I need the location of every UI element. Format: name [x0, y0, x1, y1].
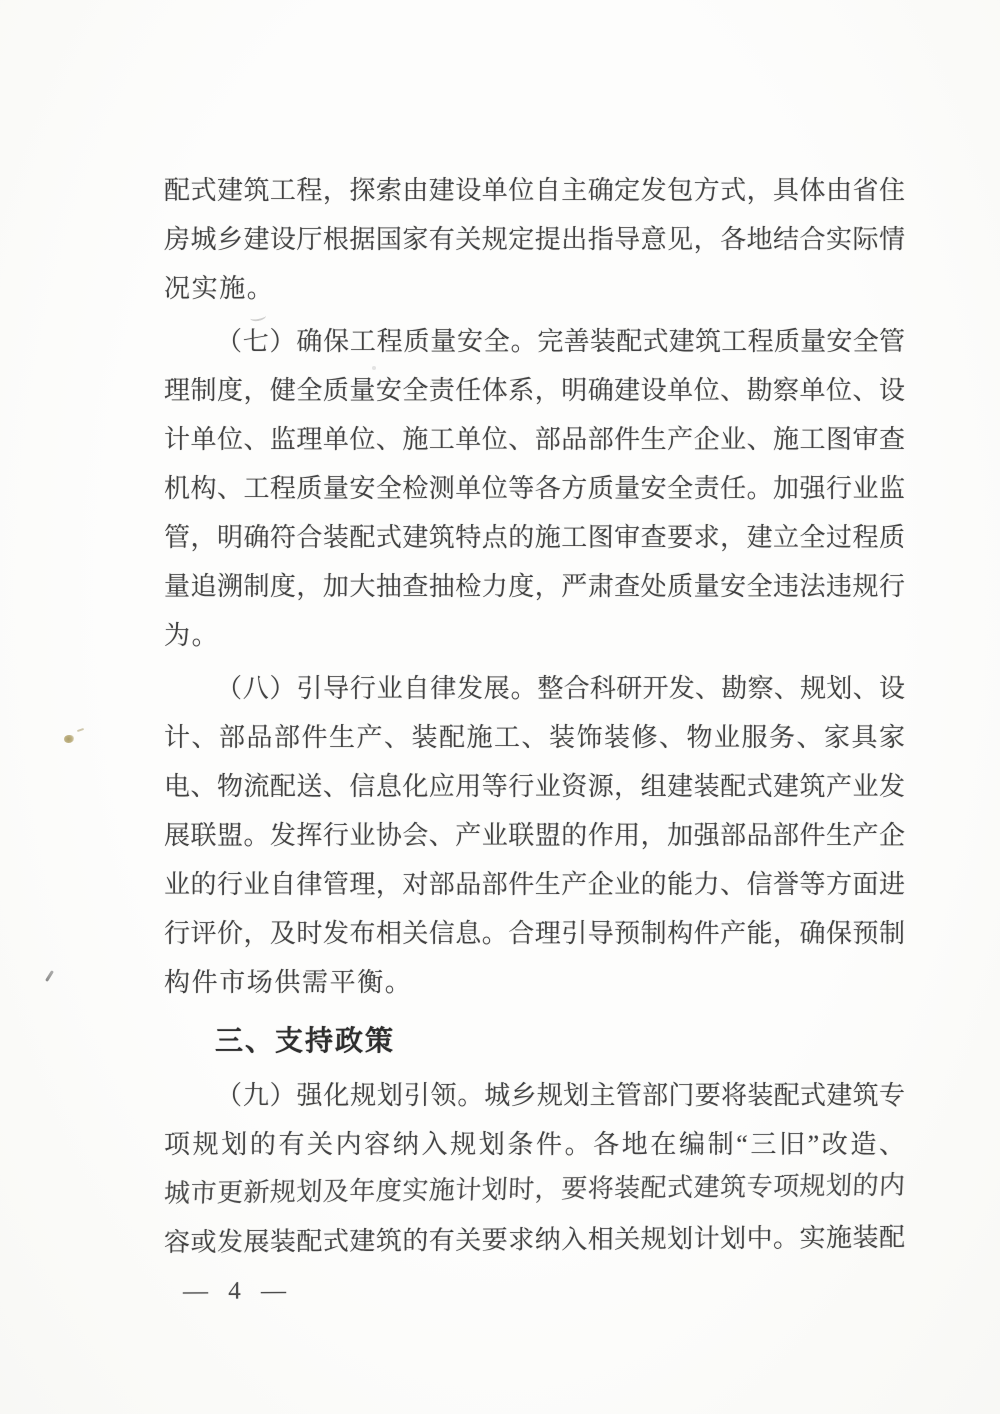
- text-line: 构件市场供需平衡。: [164, 968, 413, 997]
- clause-9-heading: （九）强化规划引领。: [216, 1081, 485, 1110]
- clause-9-first-line: （九）强化规划引领。城乡规划主管部门要将装配式建筑专: [216, 1081, 905, 1110]
- text-line: 计、部品部件生产、装配施工、装饰装修、物业服务、家具家: [164, 723, 905, 752]
- section-3-heading: 三、支持政策: [214, 1024, 395, 1057]
- text-line: 电、物流配送、信息化应用等行业资源，组建装配式建筑产业发: [164, 772, 905, 801]
- text-line: 机构、工程质量安全检测单位等各方质量安全责任。加强行业监: [164, 474, 905, 503]
- document-text-block: [164, 166, 905, 1310]
- clause-7-first-line: （七）确保工程质量安全。完善装配式建筑工程质量安全管: [216, 327, 905, 356]
- clause-7-heading: （七）确保工程质量安全。: [216, 327, 538, 356]
- paper-speck-artifact: [64, 735, 74, 743]
- text-line: 行评价，及时发布相关信息。合理引导预制构件产能，确保预制: [164, 919, 905, 948]
- clause-8-first-line: （八）引导行业自律发展。整合科研开发、勘察、规划、设: [216, 674, 905, 703]
- clause-8-heading: （八）引导行业自律发展。: [216, 674, 538, 703]
- text-line: 业的行业自律管理，对部品部件生产企业的能力、信誉等方面进: [164, 870, 905, 899]
- text-line: 况实施。: [164, 274, 275, 303]
- text-line: 理制度，健全质量安全责任体系，明确建设单位、勘察单位、设: [164, 376, 905, 405]
- pen-mark-artifact: [45, 970, 54, 982]
- text-line: 配式建筑工程，探索由建设单位自主确定发包方式，具体由省住: [164, 176, 905, 205]
- text-line: 城市更新规划及年度实施计划时，要将装配式建筑专项规划的内: [163, 1170, 906, 1209]
- text-line: 房城乡建设厅根据国家有关规定提出指导意见，各地结合实际情: [164, 225, 905, 254]
- text-line: 项规划的有关内容纳入规划条件。各地在编制“三旧”改造、: [164, 1130, 905, 1159]
- text-line: 量追溯制度，加大抽查抽检力度，严肃查处质量安全违法违规行: [164, 572, 905, 601]
- text-line: 容或发展装配式建筑的有关要求纳入相关规划计划中。实施装配: [164, 1222, 905, 1257]
- text-line: 展联盟。发挥行业协会、产业联盟的作用，加强部品部件生产企: [164, 821, 905, 850]
- paper-speck-artifact: [77, 728, 84, 732]
- text-line: 为。: [164, 621, 220, 650]
- text-line: 计单位、监理单位、施工单位、部品部件生产企业、施工图审查: [164, 425, 905, 454]
- text-line: 管，明确符合装配式建筑特点的施工图审查要求，建立全过程质: [164, 523, 905, 552]
- page-number: — 4 —: [183, 1277, 293, 1305]
